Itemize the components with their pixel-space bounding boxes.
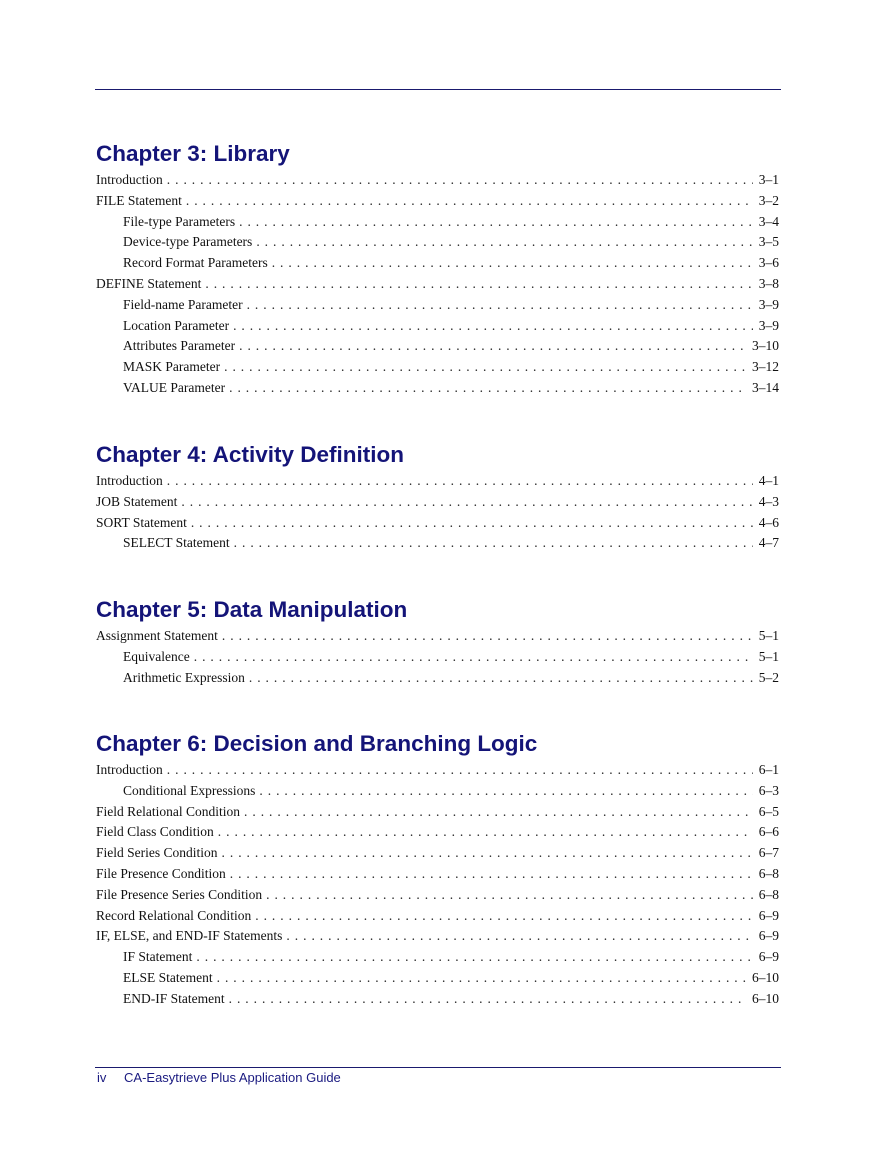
toc-entry-page: 3–1	[758, 172, 779, 187]
toc-entry[interactable]	[96, 471, 779, 492]
toc-entry-page: 6–10	[752, 969, 779, 985]
toc-entry[interactable]	[96, 170, 779, 191]
toc-entry-label: Arithmetic Expression	[123, 669, 245, 685]
toc-dot-leader	[259, 781, 752, 802]
toc-entry-label: IF Statement	[123, 949, 193, 965]
toc-dot-leader	[218, 822, 753, 843]
chapter-title[interactable]: Chapter 3: Library	[96, 141, 290, 166]
toc-entry-page: 6–5	[758, 803, 779, 819]
toc-dot-leader	[266, 885, 753, 906]
toc-entry-label: Device-type Parameters	[123, 234, 253, 250]
toc-dot-leader	[247, 295, 753, 316]
toc-entry-page: 3–12	[752, 359, 779, 375]
toc-entry-label: File-type Parameters	[123, 213, 236, 229]
toc-entry-page: 5–2	[758, 669, 779, 685]
toc-entry-page: 3–9	[758, 317, 779, 333]
toc-entry-page: 3–4	[758, 213, 779, 229]
toc-entry[interactable]	[96, 906, 779, 927]
toc-entry-page: 3–2	[758, 192, 779, 208]
toc-entry-label: VALUE Parameter	[123, 379, 226, 395]
toc-entry[interactable]	[96, 357, 779, 378]
toc-entry-label: Field Relational Condition	[96, 803, 240, 819]
toc-entry[interactable]	[96, 513, 779, 534]
toc-entry[interactable]	[96, 378, 779, 399]
toc-dot-leader	[186, 191, 753, 212]
toc-entry-page: 6–7	[758, 845, 779, 861]
toc-entry-label: ELSE Statement	[123, 969, 213, 985]
toc-entry[interactable]	[96, 232, 779, 253]
toc-dot-leader	[234, 533, 753, 554]
toc-entry[interactable]	[96, 316, 779, 337]
toc-entry-label: Record Relational Condition	[96, 907, 252, 923]
toc-entry[interactable]	[96, 295, 779, 316]
toc-entry-page: 6–9	[758, 949, 779, 965]
toc-dot-leader	[222, 626, 753, 647]
toc-dot-leader	[249, 668, 753, 689]
toc-entry-label: File Presence Series Condition	[96, 886, 263, 902]
toc-dot-leader	[167, 471, 753, 492]
toc-entry-label: Introduction	[96, 473, 163, 488]
toc-dot-leader	[194, 647, 753, 668]
toc-dot-leader	[233, 316, 753, 337]
chapter-entries	[96, 760, 779, 1010]
toc-entry-page: 6–3	[758, 782, 779, 798]
toc-dot-leader	[229, 989, 746, 1010]
toc-dot-leader	[286, 926, 752, 947]
toc-entry-page: 6–1	[758, 762, 779, 777]
footer-title: CA-Easytrieve Plus Application Guide	[124, 1070, 341, 1085]
toc-entry-page: 4–7	[758, 535, 779, 551]
toc-entry-page: 5–1	[758, 628, 779, 643]
toc-dot-leader	[230, 864, 753, 885]
toc-entry[interactable]	[96, 274, 779, 295]
toc-dot-leader	[181, 492, 752, 513]
toc-dot-leader	[255, 906, 753, 927]
toc-dot-leader	[224, 357, 746, 378]
toc-entry[interactable]	[96, 760, 779, 781]
toc-entry-label: Field-name Parameter	[123, 296, 243, 312]
page-footer	[97, 1070, 341, 1085]
toc-entry[interactable]	[96, 533, 779, 554]
toc-entry[interactable]	[96, 336, 779, 357]
toc-dot-leader	[239, 336, 746, 357]
toc-entry-label: File Presence Condition	[96, 865, 226, 881]
toc-entry[interactable]	[96, 843, 779, 864]
toc-entry-label: Attributes Parameter	[123, 338, 236, 354]
toc-entry-label: Field Class Condition	[96, 824, 214, 840]
toc-entry-page: 3–5	[758, 234, 779, 250]
toc-dot-leader	[272, 253, 753, 274]
chapter-title[interactable]: Chapter 4: Activity Definition	[96, 442, 404, 467]
toc-entry-label: Assignment Statement	[96, 628, 218, 643]
toc-dot-leader	[239, 212, 753, 233]
toc-entry-label: END-IF Statement	[123, 990, 225, 1006]
toc-entry-page: 6–9	[758, 907, 779, 923]
toc-entry-page: 5–1	[758, 648, 779, 664]
toc-dot-leader	[222, 843, 753, 864]
toc-entry[interactable]	[96, 822, 779, 843]
toc-entry-label: Conditional Expressions	[123, 782, 256, 798]
toc-entry-label: FILE Statement	[96, 192, 182, 208]
toc-dot-leader	[167, 760, 753, 781]
toc-entry-label: SELECT Statement	[123, 535, 230, 551]
chapter-5-section	[96, 595, 779, 688]
toc-entry-label: SORT Statement	[96, 514, 187, 530]
toc-entry[interactable]	[96, 212, 779, 233]
toc-entry[interactable]	[96, 781, 779, 802]
chapter-title[interactable]: Chapter 5: Data Manipulation	[96, 597, 408, 622]
toc-entry-label: Field Series Condition	[96, 845, 218, 861]
toc-entry[interactable]	[96, 968, 779, 989]
toc-entry-page: 3–10	[752, 338, 779, 354]
toc-entry-label: MASK Parameter	[123, 359, 221, 375]
toc-dot-leader	[205, 274, 752, 295]
toc-entry[interactable]	[96, 253, 779, 274]
toc-entry-page: 3–14	[752, 379, 779, 395]
toc-entry-page: 3–8	[758, 275, 779, 291]
chapter-4-section	[96, 440, 779, 554]
toc-entry-page: 3–9	[758, 296, 779, 312]
toc-dot-leader	[256, 232, 752, 253]
toc-dot-leader	[191, 513, 753, 534]
toc-entry-page: 6–8	[758, 865, 779, 881]
toc-entry-label: IF, ELSE, and END-IF Statements	[96, 928, 283, 944]
toc-entry-label: Equivalence	[123, 648, 190, 664]
toc-entry-page: 6–6	[758, 824, 779, 840]
toc-entry[interactable]	[96, 802, 779, 823]
toc-entry[interactable]	[96, 647, 779, 668]
toc-entry[interactable]	[96, 926, 779, 947]
toc-entry-page: 4–6	[758, 514, 779, 530]
chapter-6-section	[96, 729, 779, 1010]
footer-rule	[95, 1067, 781, 1068]
toc-entry[interactable]	[96, 626, 779, 647]
toc-entry-page: 4–3	[758, 493, 779, 509]
toc-entry-page: 6–10	[752, 990, 779, 1006]
chapter-title[interactable]: Chapter 6: Decision and Branching Logic	[96, 731, 538, 756]
toc-entry-label: DEFINE Statement	[96, 275, 202, 291]
toc-entry-page: 3–6	[758, 255, 779, 271]
chapter-3-section	[96, 139, 779, 399]
toc-entry[interactable]	[96, 668, 779, 689]
toc-entry-page: 6–8	[758, 886, 779, 902]
toc-entry[interactable]	[96, 492, 779, 513]
toc-entry-label: Introduction	[96, 762, 163, 777]
toc-entry-label: Record Format Parameters	[123, 255, 268, 271]
toc-entry-label: Location Parameter	[123, 317, 230, 333]
chapter-entries	[96, 170, 779, 399]
toc-entry-label: JOB Statement	[96, 493, 178, 509]
toc-entry[interactable]	[96, 885, 779, 906]
toc-dot-leader	[196, 947, 752, 968]
toc-entry[interactable]	[96, 191, 779, 212]
footer-page-number: iv	[97, 1070, 107, 1085]
toc-dot-leader	[244, 802, 753, 823]
toc-entry-page: 4–1	[758, 473, 779, 488]
toc-entry-page: 6–9	[758, 928, 779, 944]
toc-entry[interactable]	[96, 947, 779, 968]
toc-dot-leader	[217, 968, 746, 989]
header-rule	[95, 89, 781, 90]
toc-dot-leader	[229, 378, 746, 399]
toc-entry-label: Introduction	[96, 172, 163, 187]
toc-entry[interactable]	[96, 989, 779, 1010]
toc-entry[interactable]	[96, 864, 779, 885]
toc-dot-leader	[167, 170, 753, 191]
chapter-entries	[96, 471, 779, 554]
chapter-entries	[96, 626, 779, 688]
